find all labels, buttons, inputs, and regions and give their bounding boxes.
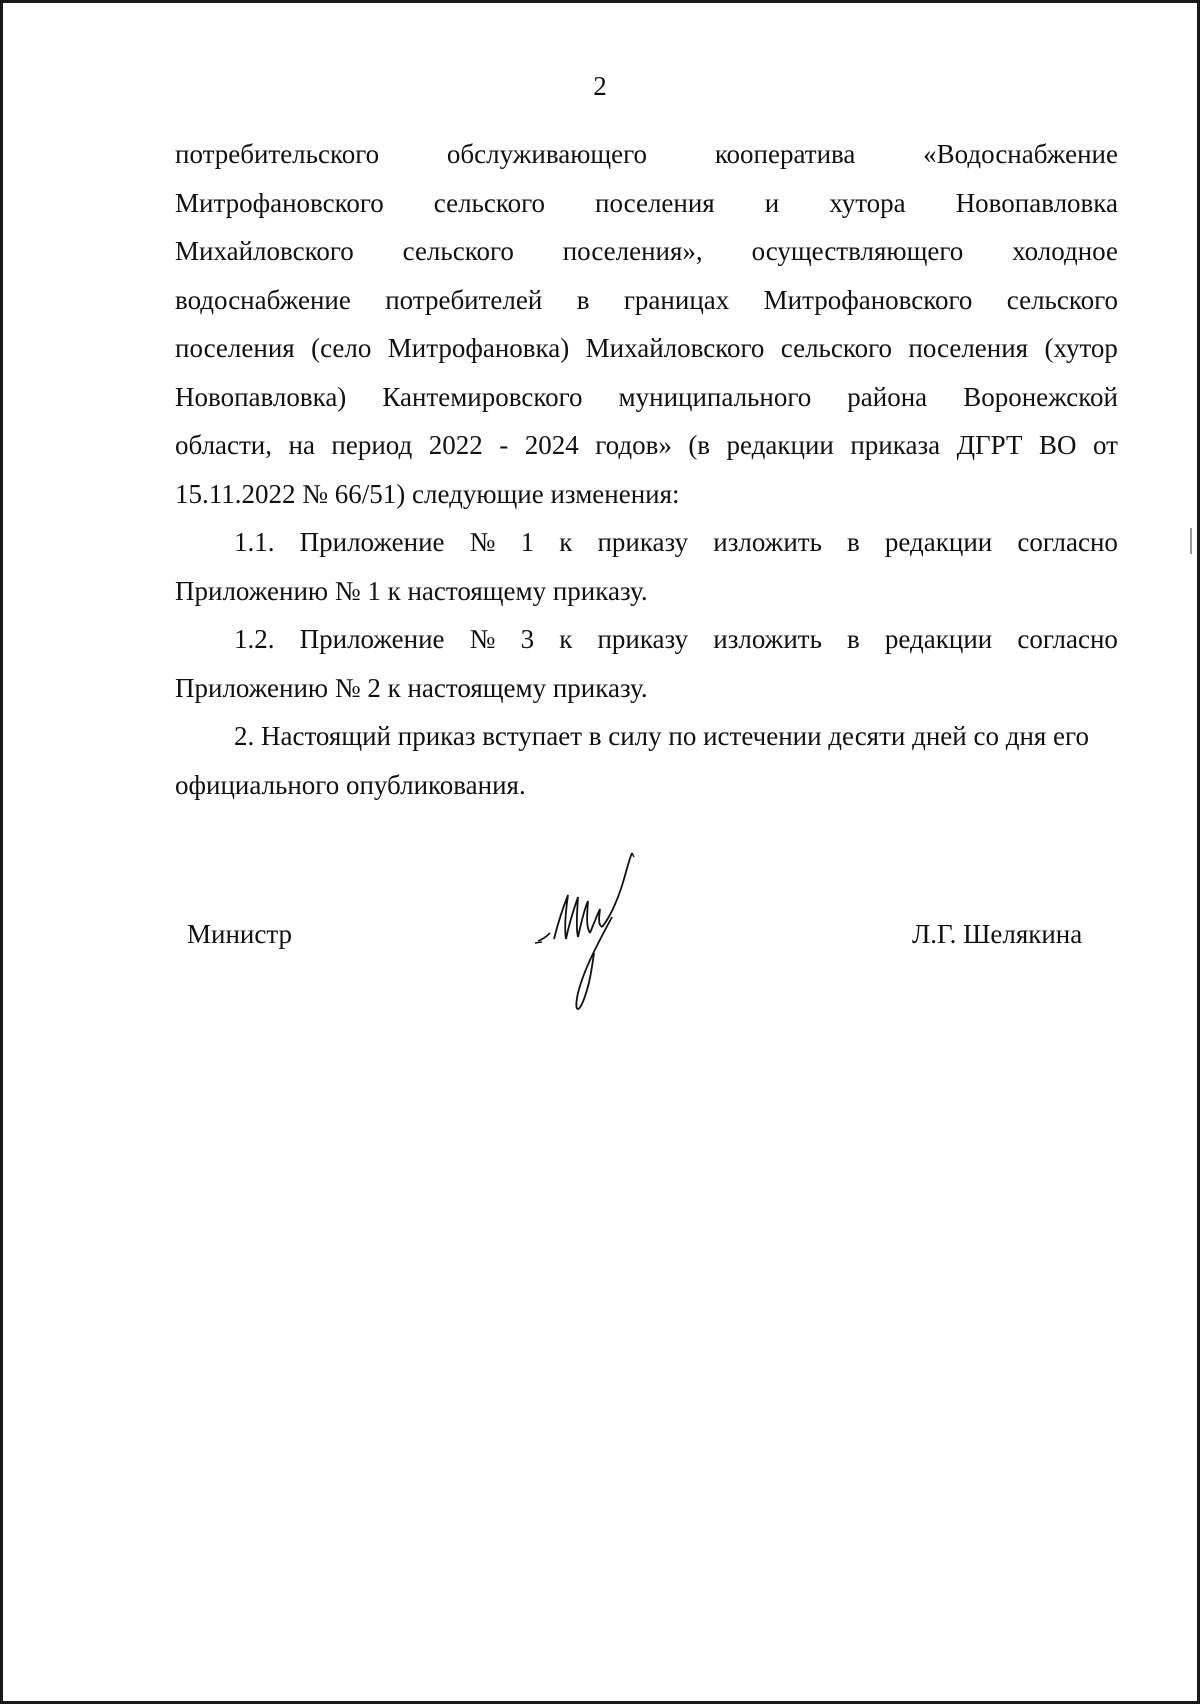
word: 1.1. bbox=[234, 527, 275, 557]
word: редакции bbox=[726, 430, 834, 460]
word: потребителей bbox=[385, 284, 543, 315]
paragraph-1-2 bbox=[175, 615, 1118, 712]
word: в bbox=[576, 284, 590, 315]
word: в bbox=[847, 527, 860, 557]
word: Митрофановского bbox=[175, 187, 384, 218]
scan-artifact-mark bbox=[1190, 528, 1192, 554]
text-line bbox=[175, 227, 1118, 276]
word: области, bbox=[175, 430, 273, 460]
word: хутора bbox=[829, 187, 906, 218]
word: ДГРТ bbox=[956, 430, 1023, 460]
word: поселения bbox=[908, 333, 1029, 363]
scan-border-left bbox=[0, 0, 3, 1704]
word: к bbox=[559, 624, 573, 654]
word: поселения», bbox=[562, 236, 703, 266]
word: Новопавловка bbox=[955, 187, 1118, 218]
word: сельского bbox=[433, 187, 545, 218]
signature-block bbox=[0, 905, 1200, 1055]
word: «Водоснабжение bbox=[923, 139, 1118, 169]
word: холодное bbox=[1012, 236, 1118, 266]
word: согласно bbox=[1017, 527, 1118, 557]
word: муниципального bbox=[618, 381, 812, 412]
page-number: 2 bbox=[593, 71, 607, 101]
text-line: Приложению № 2 к настоящему приказу. bbox=[175, 672, 648, 703]
text-line bbox=[175, 421, 1118, 470]
word: № bbox=[469, 624, 496, 654]
text-line bbox=[175, 518, 1118, 567]
text-line: 15.11.2022 № 66/51) следующие изменения: bbox=[175, 478, 680, 509]
word: поселения bbox=[595, 187, 715, 218]
word: Новопавловка) bbox=[175, 381, 347, 412]
word: 1.2. bbox=[234, 624, 275, 654]
word: сельского bbox=[780, 333, 892, 363]
word: редакции bbox=[884, 527, 993, 557]
word: приказа bbox=[850, 430, 941, 460]
word: Митрофановка) bbox=[387, 333, 570, 363]
word: осуществляющего bbox=[751, 236, 964, 266]
word: района bbox=[847, 381, 928, 412]
word: Митрофановского bbox=[763, 284, 973, 315]
text-line: 2. Настоящий приказ вступает в силу по истечении десяти дней со дня его bbox=[234, 721, 1089, 751]
word: сельского bbox=[1006, 284, 1118, 315]
signatory-name: Л.Г. Шелякина bbox=[912, 919, 1083, 949]
word: № bbox=[469, 527, 496, 557]
text-line: официального опубликования. bbox=[175, 769, 526, 800]
word: 3 bbox=[520, 624, 535, 654]
text-line bbox=[175, 373, 1118, 422]
word: изложить bbox=[713, 624, 822, 654]
word: годов» bbox=[595, 430, 672, 460]
word: Михайловского bbox=[175, 236, 354, 266]
word: изложить bbox=[713, 527, 822, 557]
text-line bbox=[175, 324, 1118, 373]
word: Михайловского bbox=[585, 333, 765, 363]
word: (село bbox=[311, 333, 372, 363]
word: поселения bbox=[175, 333, 295, 363]
word: сельского bbox=[402, 236, 514, 266]
word: (в bbox=[688, 430, 711, 460]
word: 2024 bbox=[524, 430, 579, 460]
word: на bbox=[288, 430, 315, 460]
word: редакции bbox=[884, 624, 993, 654]
text-line bbox=[175, 276, 1118, 325]
word: (хутор bbox=[1044, 333, 1118, 363]
word: границах bbox=[623, 284, 730, 315]
word: период bbox=[331, 430, 413, 460]
word: - bbox=[499, 430, 509, 460]
document-body bbox=[175, 130, 1118, 809]
text-line bbox=[175, 179, 1118, 228]
word: к bbox=[559, 527, 573, 557]
word: потребительского bbox=[175, 139, 380, 169]
paragraph-1-1 bbox=[175, 518, 1118, 615]
handwritten-signature bbox=[520, 843, 650, 1023]
word: 1 bbox=[520, 527, 535, 557]
text-line: Приложению № 1 к настоящему приказу. bbox=[175, 575, 648, 606]
word: Приложение bbox=[299, 624, 445, 654]
paragraph-1 bbox=[175, 130, 1118, 518]
word: Воронежской bbox=[963, 381, 1118, 412]
scan-border-top bbox=[0, 0, 1200, 3]
word: водоснабжение bbox=[175, 284, 351, 315]
word: ВО bbox=[1038, 430, 1077, 460]
word: обслуживающего bbox=[446, 139, 648, 169]
word: согласно bbox=[1017, 624, 1118, 654]
word: Приложение bbox=[299, 527, 445, 557]
word: кооператива bbox=[714, 139, 856, 169]
word: от bbox=[1092, 430, 1118, 460]
word: приказу bbox=[597, 527, 689, 557]
word: приказу bbox=[597, 624, 689, 654]
word: и bbox=[764, 187, 780, 218]
word: в bbox=[847, 624, 860, 654]
word: Кантемировского bbox=[382, 381, 583, 412]
text-line bbox=[175, 615, 1118, 664]
signatory-title: Министр bbox=[187, 919, 292, 949]
text-line bbox=[175, 130, 1118, 179]
word: 2022 bbox=[428, 430, 483, 460]
paragraph-2 bbox=[175, 712, 1118, 809]
